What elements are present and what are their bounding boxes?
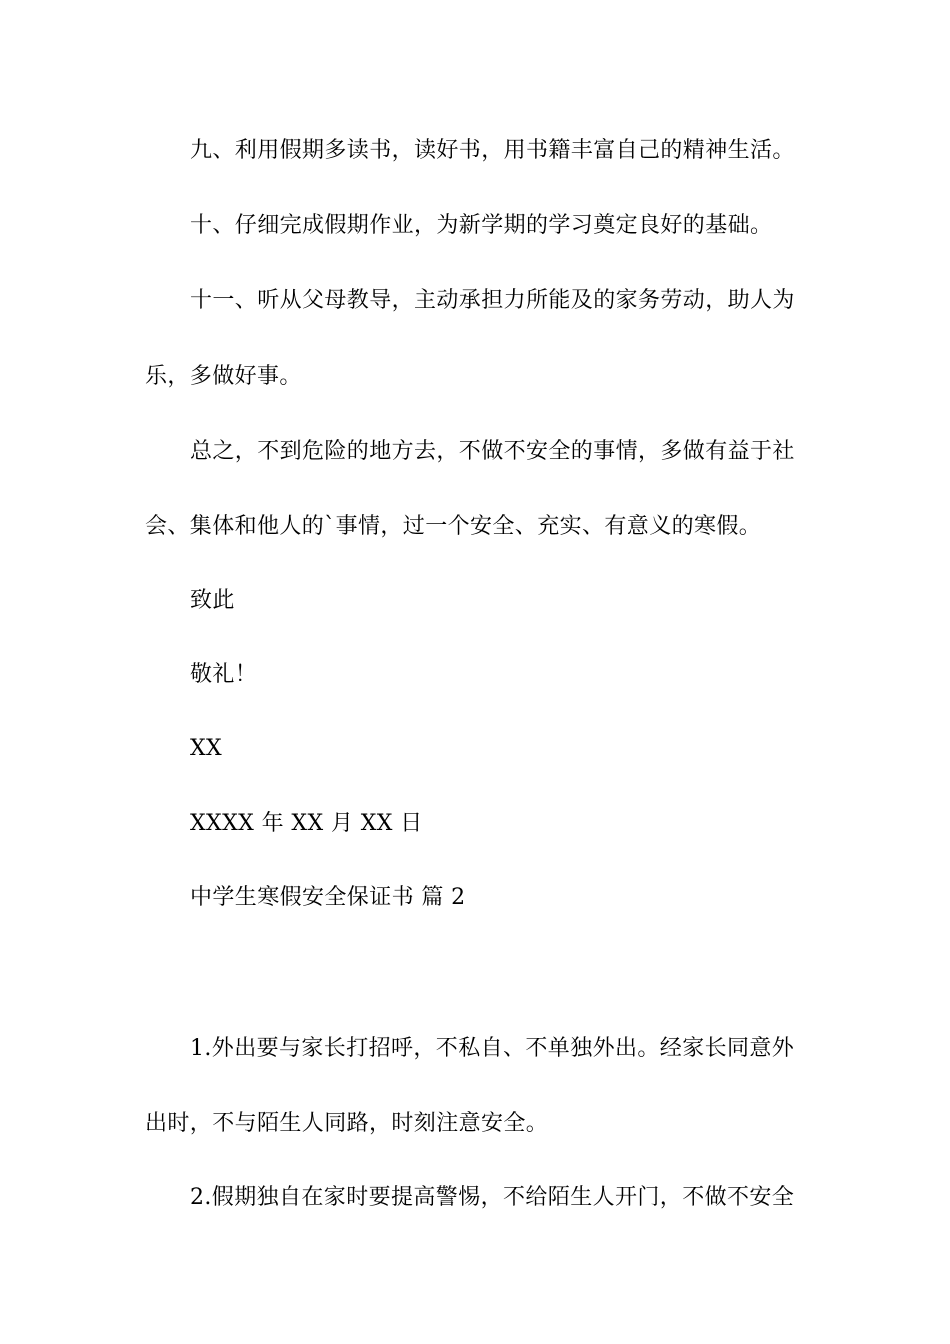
paragraph-rule-2-line-1: 2.假期独自在家时要提高警惕，不给陌生人开门，不做不安全 <box>190 1185 795 1210</box>
paragraph-rule-1-line-2: 出时，不与陌生人同路，时刻注意安全。 <box>145 1111 549 1136</box>
paragraph-item-11-line-1: 十一、听从父母教导，主动承担力所能及的家务劳动，助人为 <box>190 288 795 313</box>
paragraph-item-10: 十、仔细完成假期作业，为新学期的学习奠定良好的基础。 <box>190 213 773 238</box>
closing-regards: 敬礼！ <box>190 662 258 687</box>
paragraph-summary-line-2: 会、集体和他人的`事情，过一个安全、充实、有意义的寒假。 <box>145 514 762 539</box>
paragraph-item-9: 九、利用假期多读书，读好书，用书籍丰富自己的精神生活。 <box>190 138 795 163</box>
paragraph-rule-1-line-1: 1.外出要与家长打招呼，不私自、不单独外出。经家长同意外 <box>190 1036 795 1061</box>
signature-date: XXXX 年 XX 月 XX 日 <box>190 811 423 836</box>
signature-name: XX <box>190 736 223 761</box>
closing-salutation: 致此 <box>190 588 235 613</box>
paragraph-item-11-line-2: 乐，多做好事。 <box>145 364 302 389</box>
section-heading: 中学生寒假安全保证书 篇 2 <box>190 885 466 910</box>
paragraph-summary-line-1: 总之，不到危险的地方去，不做不安全的事情，多做有益于社 <box>190 439 795 464</box>
